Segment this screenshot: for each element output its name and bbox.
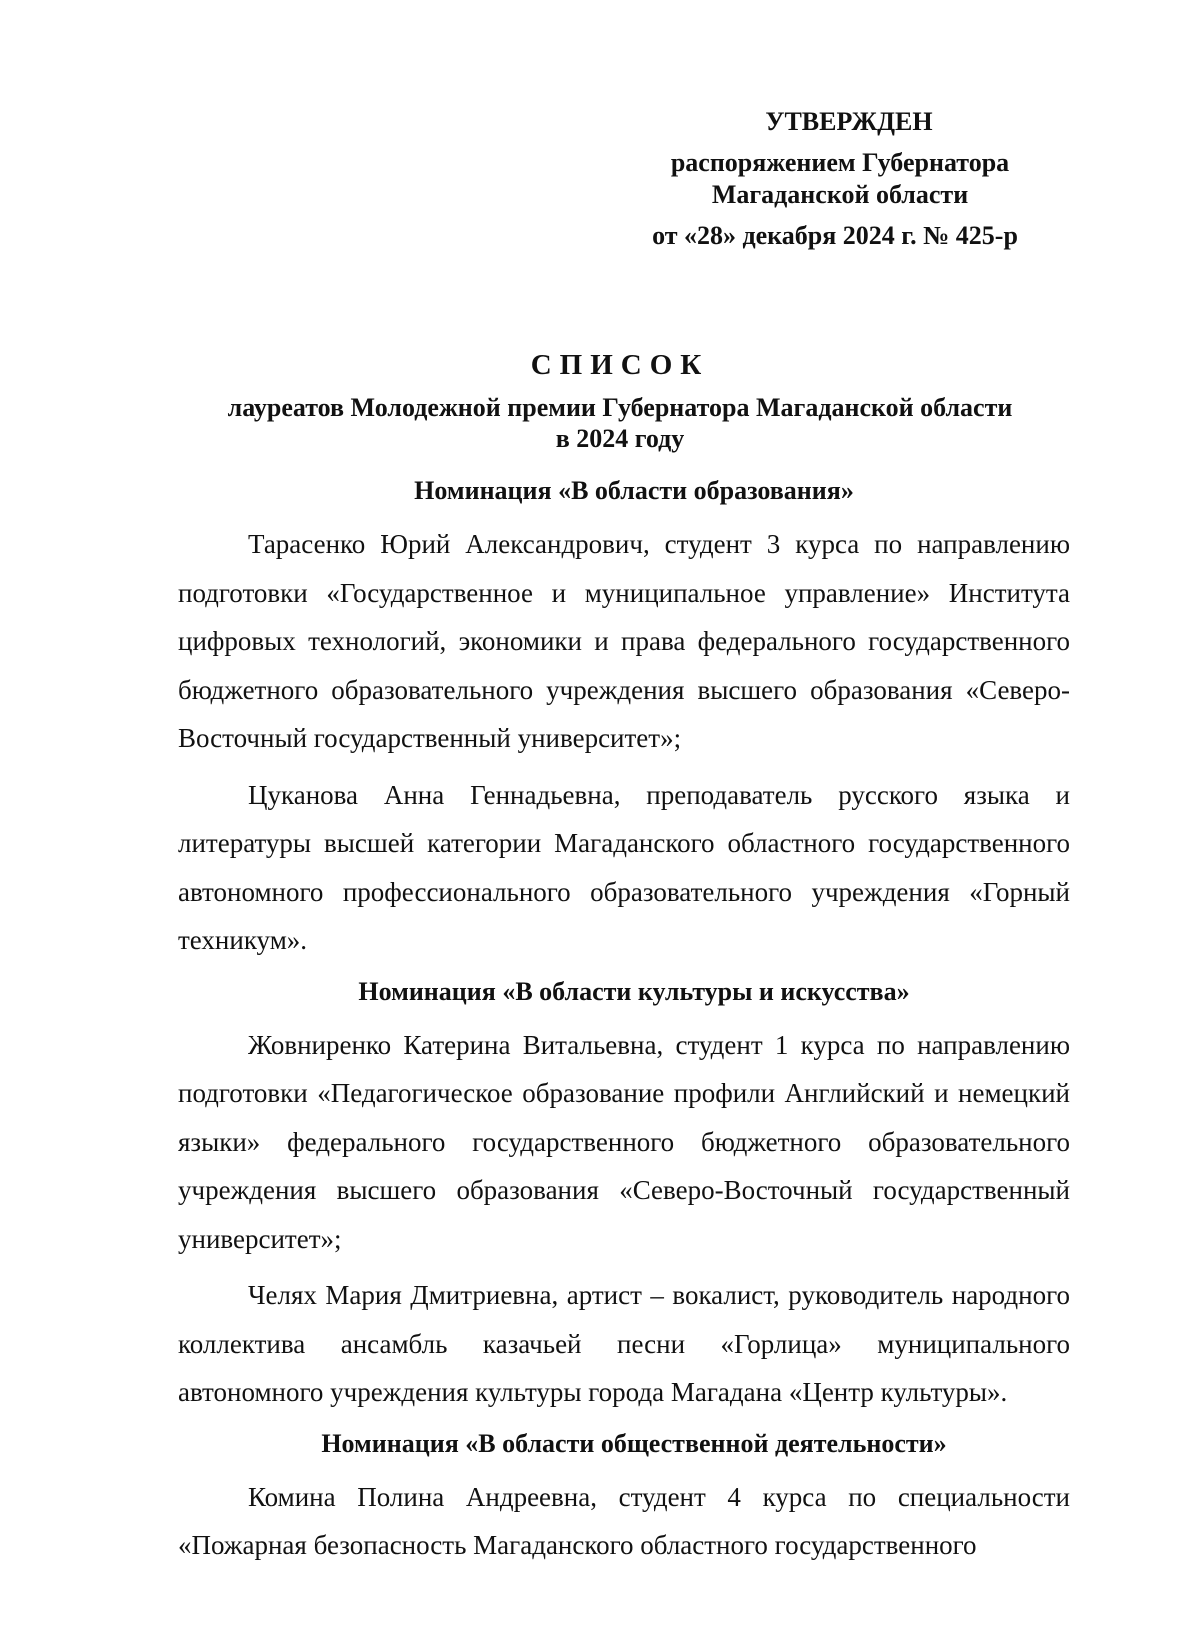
document-subtitle-line: в 2024 году [555, 424, 685, 453]
approval-stamp-block [630, 106, 1050, 252]
laureate-entry: Челях Мария Дмитриевна, артист – вокалист, руководитель народного коллектива ансамбль казачьей песни «Горлица» муниципального автономного учреждения культуры города Магадана «Центр культуры». [178, 1280, 1070, 1407]
nomination-heading-culture: Номинация «В области культуры и искусства» [358, 976, 910, 1006]
nomination-heading-public-activity: Номинация «В области общественной деятельности» [321, 1428, 947, 1458]
document-subtitle-line: лауреатов Молодежной премии Губернатора Магаданской области [227, 393, 1013, 422]
document-subtitle [180, 392, 1060, 454]
document-title: СПИСОК [530, 349, 710, 381]
approval-date-number: от «28» декабря 2024 г. № 425-р [652, 221, 1018, 250]
laureate-entry: Жовниренко Катерина Витальевна, студент 1 курса по направлению подготовки «Педагогическое образование профили Английский и немецкий языки» федерального государственного бюджетного образовательного учреждения высшего образования «Северо-Восточный государственный университет»; [178, 1029, 1070, 1254]
approval-title: УТВЕРЖДЕН [765, 107, 933, 136]
approval-authority-line: распоряжением Губернатора [670, 148, 1010, 177]
laureates-list [178, 474, 1070, 1578]
laureate-entry: Цуканова Анна Геннадьевна, преподаватель русского языка и литературы высшей категории Магаданского областного государственного автономного профессионального образовательного учреждения «Горный техникум». [178, 779, 1070, 955]
nomination-heading-education: Номинация «В области образования» [414, 476, 854, 505]
approval-region-line: Магаданской области [711, 180, 969, 209]
laureate-entry: Тарасенко Юрий Александрович, студент 3 курса по направлению подготовки «Государственное и муниципальное управление» Института цифровых технологий, экономики и права федерального государственного бюджетного образовательного учреждения высшего образования «Северо-Восточный государственный университет»; [178, 529, 1070, 753]
laureate-entry: Комина Полина Андреевна, студент 4 курса по специальности «Пожарная безопасность Магаданского областного государственного [178, 1481, 1070, 1560]
